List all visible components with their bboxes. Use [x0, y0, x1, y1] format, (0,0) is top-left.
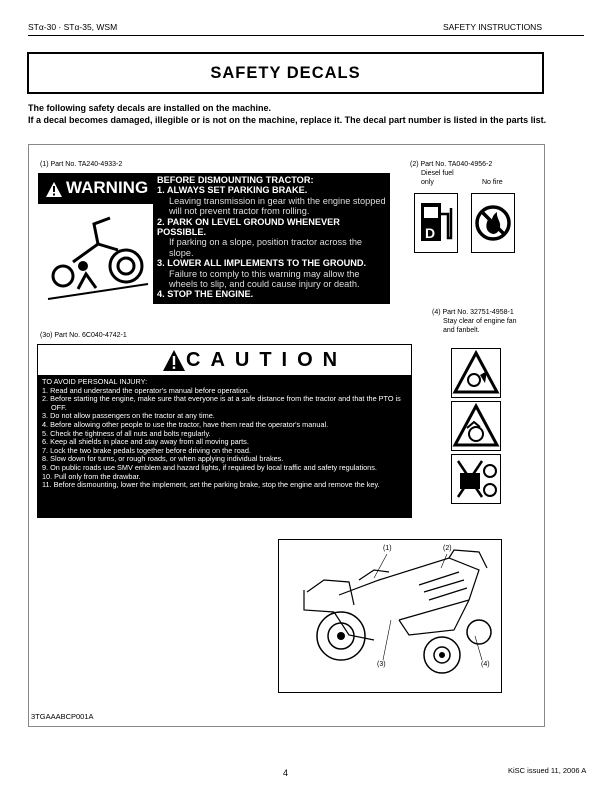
caution-item: 10. Pull only from the drawbar. [42, 471, 141, 481]
header-rule [28, 35, 584, 36]
decal2-label-only: only [421, 179, 434, 186]
svg-text:D: D [425, 225, 436, 241]
fan-hazard-decal [451, 348, 501, 398]
intro-line-2: If a decal becomes damaged, illegible or is not on the machine, replace it. The decal part number is listed in the parts list. [28, 115, 547, 125]
tractor-illustration [279, 540, 501, 692]
caution-heading: TO AVOID PERSONAL INJURY: [42, 377, 148, 386]
header-left: STα-30 · STα-35, WSM [28, 22, 118, 32]
warning-item-title: 1. ALWAYS SET PARKING BRAKE. [157, 185, 308, 196]
caution-item: 11. Before dismounting, lower the implement, set the parking brake, stop the engine and remove the key. [42, 480, 380, 490]
decal4-caption: (4) Part No. 32751-4958-1 [432, 309, 514, 316]
fan-hazard-icon [452, 349, 500, 397]
warning-item-title: 4. STOP THE ENGINE. [157, 289, 254, 300]
header-right: SAFETY INSTRUCTIONS [442, 22, 542, 32]
caution-text-block [42, 378, 407, 490]
callout-label-1: (1) [383, 545, 392, 552]
diesel-fuel-decal [414, 193, 458, 253]
no-fire-decal [471, 193, 515, 253]
caution-item: 4. Before allowing other people to use the tractor, have them read the operator's manual. [42, 419, 329, 429]
warning-item-note: If parking on a slope, position tractor across the slope. [169, 237, 363, 258]
decal4-label-1: Stay clear of engine fan [443, 318, 517, 325]
warning-item-note: Leaving transmission in gear with the engine stopped will not prevent tractor from rolling. [169, 195, 386, 217]
issue-note: KiSC issued 11, 2006 A [508, 766, 587, 775]
warning-item-note: Failure to comply to this warning may allow the wheels to slip, and could cause injury or death. [169, 268, 360, 290]
caution-item: 6. Keep all shields in place and stay away from all moving parts. [42, 437, 249, 447]
callout-label-4: (4) [481, 661, 490, 668]
warning-decal [38, 173, 390, 304]
caution-item: 9. On public roads use SMV emblem and hazard lights, if required by local traffic and safety regulations. [42, 462, 377, 472]
callout-label-3: (3) [377, 661, 386, 668]
callout-label-2: (2) [443, 545, 452, 552]
intro-text [28, 102, 558, 126]
warning-signal-word: WARNING [66, 178, 149, 197]
intro-line-1: The following safety decals are installed on the machine. [28, 103, 272, 113]
warning-text-block [157, 175, 387, 300]
decal1-caption: (1) Part No. TA240-4933-2 [40, 161, 123, 168]
warning-pictogram-panel [38, 173, 153, 304]
decal3-caption: (3o) Part No. 6C040-4742-1 [40, 332, 127, 339]
no-hand-decal [451, 454, 501, 504]
figure-code: 3TGAAABCP001A [31, 712, 94, 721]
page-title: SAFETY DECALS [210, 64, 361, 82]
belt-hazard-decal [451, 401, 501, 451]
decal4-label-2: and fanbelt. [443, 327, 480, 334]
decal2-caption: (2) Part No. TA040-4956-2 [410, 161, 493, 168]
caution-item: 3. Do not allow passengers on the tractor at any time. [42, 411, 215, 421]
caution-item: 1. Read and understand the operator's manual before operation. [42, 385, 250, 395]
tractor-rollaway-icon [38, 204, 153, 304]
no-fire-icon [472, 194, 514, 252]
caution-signal-word: CAUTION [186, 349, 348, 371]
caution-item: 8. Slow down for turns, or rough roads, or when applying individual brakes. [42, 454, 284, 464]
caution-header [38, 345, 411, 376]
page-number: 4 [283, 768, 289, 778]
caution-triangle-icon [162, 349, 186, 373]
caution-item: 2. Before starting the engine, make sure that everyone is at a safe distance from the tractor and that the PTO is OFF. [42, 394, 401, 412]
title-box [27, 52, 544, 94]
caution-item: 7. Lock the two brake pedals together before driving on the road. [42, 445, 251, 455]
decal2-label-nofire: No fire [482, 179, 503, 186]
no-hand-fan-icon [452, 455, 500, 503]
tractor-location-diagram [278, 539, 502, 693]
fuel-pump-icon [415, 194, 457, 252]
warning-item-title: 3. LOWER ALL IMPLEMENTS TO THE GROUND. [157, 258, 367, 269]
warning-item-title: 2. PARK ON LEVEL GROUND WHENEVER POSSIBLE. [157, 216, 340, 238]
decal2-label-diesel: Diesel fuel [421, 170, 454, 177]
caution-item: 5. Check the tightness of all nuts and bolts regularly. [42, 428, 211, 438]
caution-decal [37, 344, 412, 518]
warning-heading: BEFORE DISMOUNTING TRACTOR: [157, 175, 314, 185]
belt-hazard-icon [452, 402, 500, 450]
